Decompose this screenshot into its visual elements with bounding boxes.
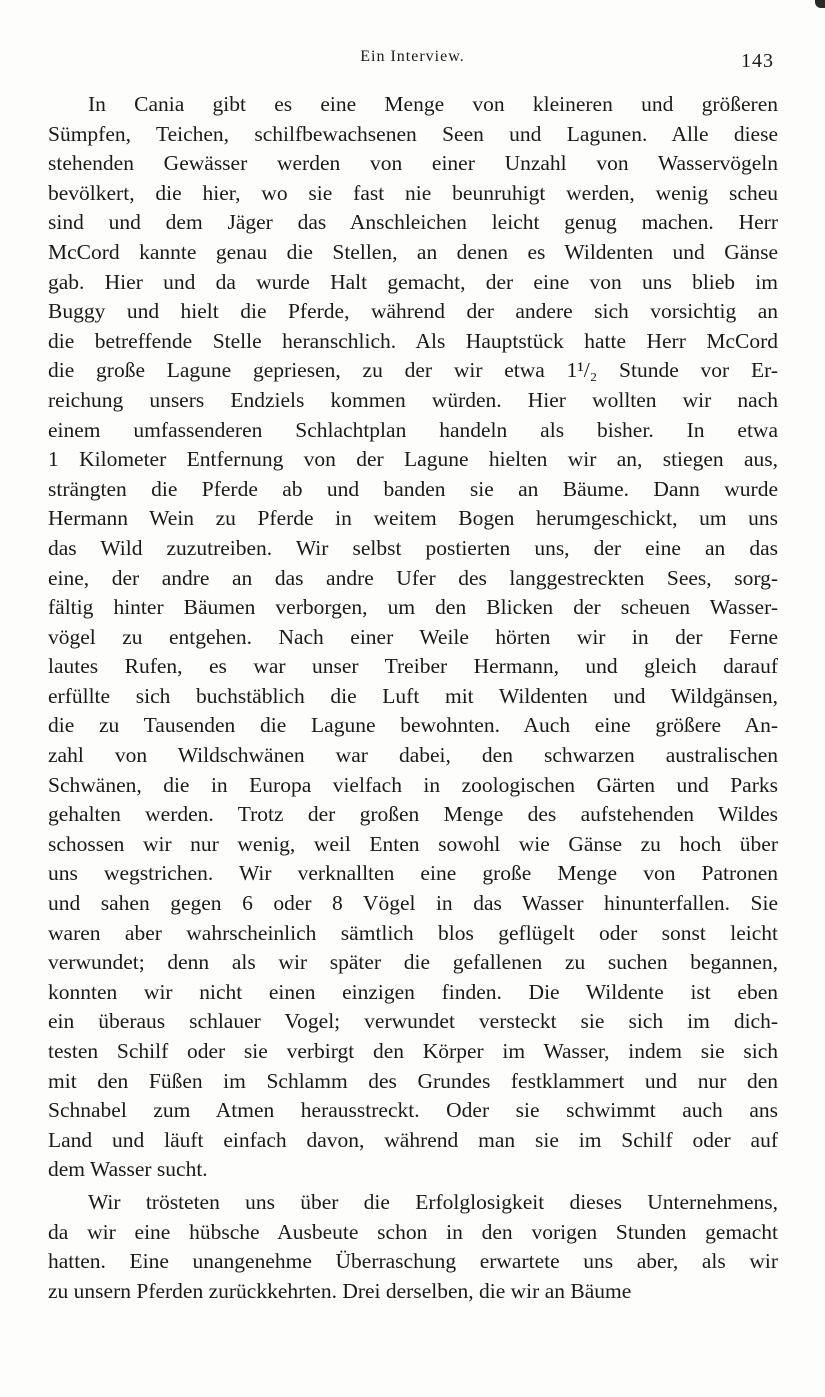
text-line: Schwänen, die in Europa vielfach in zoologischen Gärten und Parks	[48, 772, 778, 797]
text-line: dem Wasser sucht.	[48, 1157, 208, 1182]
text-line: konnten wir nicht einen einzigen finden. Die Wildente ist eben	[48, 979, 778, 1004]
text-line: Schnabel zum Atmen herausstreckt. Oder sie schwimmt auch ans	[48, 1098, 778, 1123]
text-line: gab. Hier und da wurde Halt gemacht, der eine von uns blieb im	[48, 269, 778, 294]
text-line: In Cania gibt es eine Menge von kleineren und größeren	[88, 92, 778, 116]
text-line: die betreffende Stelle heranschlich. Als Hauptstück hatte Herr McCord	[48, 328, 778, 353]
text-line: einem umfassenderen Schlachtplan handeln als bisher. In etwa	[48, 417, 778, 442]
text-line: stehenden Gewässer werden von einer Unzahl von Wasservögeln	[48, 151, 778, 176]
text-line: und sahen gegen 6 oder 8 Vögel in das Wasser hinunterfallen. Sie	[48, 891, 778, 916]
body-text	[48, 90, 778, 1306]
text-line: uns wegstrichen. Wir verknallten eine große Menge von Patronen	[48, 861, 778, 886]
text-line: sind und dem Jäger das Anschleichen leicht genug machen. Herr	[48, 210, 778, 235]
text-line: die zu Tausenden die Lagune bewohnten. Auch eine größere An-	[48, 713, 778, 738]
text-line: waren aber wahrscheinlich sämtlich blos geflügelt oder sonst leicht	[48, 920, 778, 945]
text-line: Sümpfen, Teichen, schilfbewachsenen Seen und Lagunen. Alle diese	[48, 121, 778, 146]
text-line: schossen wir nur wenig, weil Enten sowohl wie Gänse zu hoch über	[48, 831, 778, 856]
text-line: bevölkert, die hier, wo sie fast nie beunruhigt werden, wenig scheu	[48, 180, 778, 205]
text-line: erfüllte sich buchstäblich die Luft mit Wildenten und Wildgänsen,	[48, 683, 778, 708]
text-line: 1 Kilometer Entfernung von der Lagune hielten wir an, stiegen aus,	[48, 447, 778, 472]
text-line: reichung unsers Endziels kommen würden. Hier wollten wir nach	[48, 387, 778, 412]
text-line: gehalten werden. Trotz der großen Menge des aufstehenden Wildes	[48, 802, 778, 827]
text-line: da wir eine hübsche Ausbeute schon in den vorigen Stunden gemacht	[48, 1219, 778, 1244]
text-line: strängten die Pferde ab und banden sie an Bäume. Dann wurde	[48, 476, 778, 501]
text-line: mit den Füßen im Schlamm des Grundes festklammert und nur den	[48, 1068, 778, 1093]
running-title: Ein Interview.	[360, 48, 465, 65]
text-line: vögel zu entgehen. Nach einer Weile hörten wir in der Ferne	[48, 624, 778, 649]
scan-corner-mark	[815, 0, 825, 8]
text-line: zahl von Wildschwänen war dabei, den schwarzen australischen	[48, 743, 778, 768]
text-line: Buggy und hielt die Pferde, während der andere sich vorsichtig an	[48, 299, 778, 324]
text-line: eine, der andre an das andre Ufer des langgestreckten Sees, sorg-	[48, 565, 778, 590]
text-line: die große Lagune gepriesen, zu der wir etwa 1¹/₂ Stunde vor Er-	[48, 358, 778, 383]
text-line: fältig hinter Bäumen verborgen, um den Blicken der scheuen Wasser-	[48, 595, 778, 620]
text-line: testen Schilf oder sie verbirgt den Körper im Wasser, indem sie sich	[48, 1039, 778, 1063]
text-line: Wir trösteten uns über die Erfolglosigkeit dieses Unternehmens,	[88, 1189, 778, 1214]
paragraph	[48, 90, 778, 1185]
running-head	[0, 46, 825, 70]
text-line: zu unsern Pferden zurückkehrten. Drei derselben, die wir an Bäume	[48, 1278, 632, 1303]
text-line: Hermann Wein zu Pferde in weitem Bogen herumgeschickt, um uns	[48, 506, 778, 531]
text-line: verwundet; denn als wir später die gefallenen zu suchen begannen,	[48, 950, 778, 975]
text-line: McCord kannte genau die Stellen, an denen es Wildenten und Gänse	[48, 239, 778, 264]
text-line: hatten. Eine unangenehme Überraschung erwartete uns aber, als wir	[48, 1249, 778, 1274]
text-line: lautes Rufen, es war unser Treiber Hermann, und gleich darauf	[48, 654, 778, 679]
paragraph	[48, 1188, 778, 1306]
page-number: 143	[741, 50, 774, 72]
text-line: das Wild zuzutreiben. Wir selbst postierten uns, der eine an das	[48, 535, 778, 560]
text-line: ein überaus schlauer Vogel; verwundet versteckt sie sich im dich-	[48, 1009, 778, 1034]
text-line: Land und läuft einfach davon, während man sie im Schilf oder auf	[48, 1127, 778, 1152]
